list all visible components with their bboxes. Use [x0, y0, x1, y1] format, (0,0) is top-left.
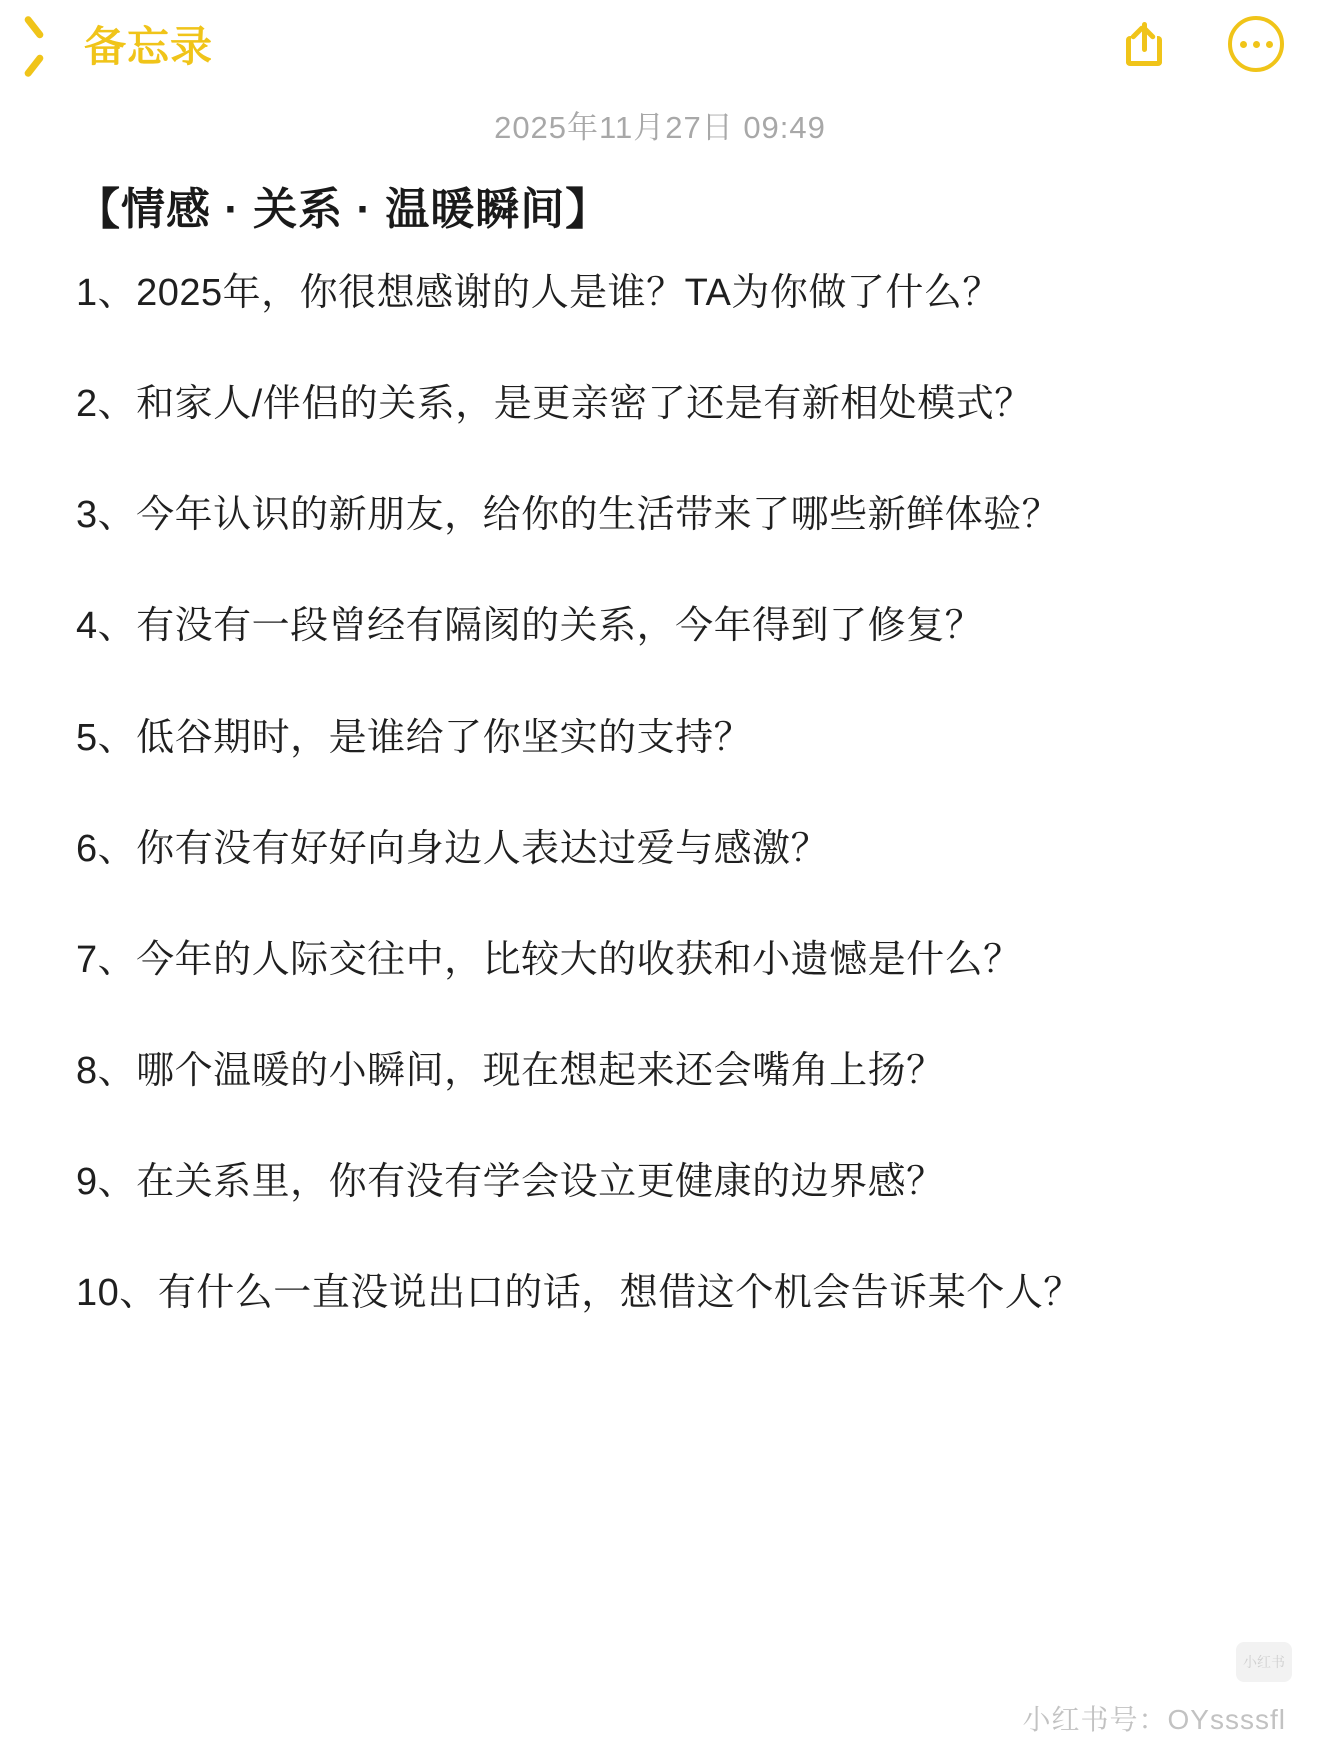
- list-item: 4、有没有一段曾经有隔阂的关系，今年得到了修复？: [76, 605, 984, 648]
- list-item: 10、有什么一直没说出口的话，想借这个机会告诉某个人？: [76, 1272, 1082, 1315]
- list-item: 3、今年认识的新朋友，给你的生活带来了哪些新鲜体验？: [76, 494, 1061, 537]
- list-item: 7、今年的人际交往中，比较大的收获和小遗憾是什么？: [76, 938, 1022, 981]
- watermark-text: 小红书号：OYssssfl: [1022, 1704, 1286, 1735]
- list-item: 1、2025年，你很想感谢的人是谁？TA为你做了什么？: [76, 272, 1001, 315]
- question-list: [76, 266, 1244, 1321]
- more-dot: [1253, 41, 1260, 48]
- list-item: 9、在关系里，你有没有学会设立更健康的边界感？: [76, 1160, 945, 1203]
- top-bar: [0, 0, 1320, 88]
- list-item: 2、和家人/伴侣的关系，是更亲密了还是有新相处模式？: [76, 383, 1033, 426]
- more-dot: [1240, 41, 1247, 48]
- more-dot: [1266, 41, 1273, 48]
- watermark-badge: 小红书: [1236, 1642, 1292, 1682]
- note-title: 【情感 · 关系 · 温暖瞬间】: [76, 185, 611, 234]
- note-timestamp: 2025年11月27日 09:49: [494, 110, 826, 145]
- top-bar-actions: [1124, 16, 1284, 72]
- share-icon[interactable]: [1124, 18, 1168, 70]
- back-button-label: 备忘录: [84, 23, 214, 70]
- note-content[interactable]: [0, 102, 1320, 1321]
- list-item: 8、哪个温暖的小瞬间，现在想起来还会嘴角上扬？: [76, 1049, 945, 1092]
- list-item: 6、你有没有好好向身边人表达过爱与感激？: [76, 827, 830, 870]
- chevron-left-icon: [36, 22, 66, 66]
- list-item: 5、低谷期时，是谁给了你坚实的支持？: [76, 716, 753, 759]
- share-icon-arrow: [1133, 24, 1153, 44]
- more-ellipsis-icon[interactable]: [1228, 16, 1284, 72]
- back-button[interactable]: [36, 14, 213, 74]
